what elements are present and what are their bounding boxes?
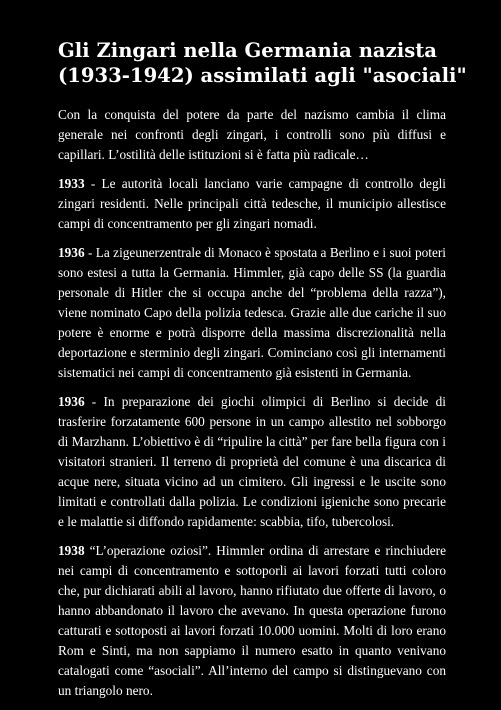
entry-paragraph-1936-b: [58, 392, 446, 532]
title-line-1: Gli Zingari nella Germania nazista: [58, 39, 437, 62]
document-page: [58, 38, 467, 710]
entry-text: - Le autorità locali lanciano varie campagne di controllo degli zingari residenti. Nelle principali città tedesche, il municipio allestisce campi di concentramento per gli zingari nomadi.: [58, 176, 446, 231]
entry-paragraph-1938: [58, 541, 446, 701]
entry-text: - In preparazione dei giochi olimpici di Berlino si decide di trasferire forzatamente 600 persone in un campo allestito nel sobborgo di Marzhann. L’obiettivo è di “ripulire la città” per fare bella figura con i visitatori stranieri. Il terreno di proprietà del comune è una discarica di acque nere, situata vicino ad un cimitero. Gli ingressi e le uscite sono limitati e controllati dalla polizia. Le condizioni igieniche sono precarie e le malattie si diffondo rapidamente: scabbia, tifo, tubercolosi.: [58, 394, 446, 529]
entry-paragraph-1936-a: [58, 243, 446, 383]
entry-text: - La zigeunerzentrale di Monaco è spostata a Berlino e i suoi poteri sono estesi a tutta la Germania. Himmler, già capo delle SS (la guardia personale di Hitler che si occupa anche del “problema della razza”), viene nominato Capo della polizia tedesca. Grazie alle due cariche il suo potere è enorme e potrà disporre della massima discrezionalità nella deportazione e sterminio degli zingari. Cominciano così gli internamenti sistematici nei campi di concentramento già esistenti in Germania.: [58, 245, 446, 380]
intro-paragraph: Con la conquista del potere da parte del nazismo cambia il clima generale nei confronti degli zingari, i controlli sono più diffusi e capillari. L’ostilità delle istituzioni si è fatta più radicale…: [58, 107, 446, 162]
entry-text: “L’operazione oziosi”. Himmler ordina di arrestare e rinchiudere nei campi di concentramento e sottoporli ai lavori forzati tutti coloro che, pur dichiarati abili al lavoro, hanno rifiutato due offerte di lavoro, o hanno abbandonato il lavoro che avevano. In questa operazione furono catturati e sottoposti ai lavori forzati 10.000 uomini. Molti di loro erano Rom e Sinti, ma non sappiamo il numero esatto in quanto venivano catalogati come “asociali”. All’interno del campo si distinguevano con un triangolo nero.: [58, 543, 446, 698]
entry-year: 1933: [58, 176, 85, 191]
entry-year: 1938: [58, 543, 85, 558]
entry-year: 1936: [58, 245, 85, 260]
document-title: [58, 38, 467, 88]
entry-paragraph-1933: [58, 174, 446, 234]
title-line-2: (1933-1942) assimilati agli "asociali": [58, 64, 467, 87]
entry-year: 1936: [58, 394, 85, 409]
